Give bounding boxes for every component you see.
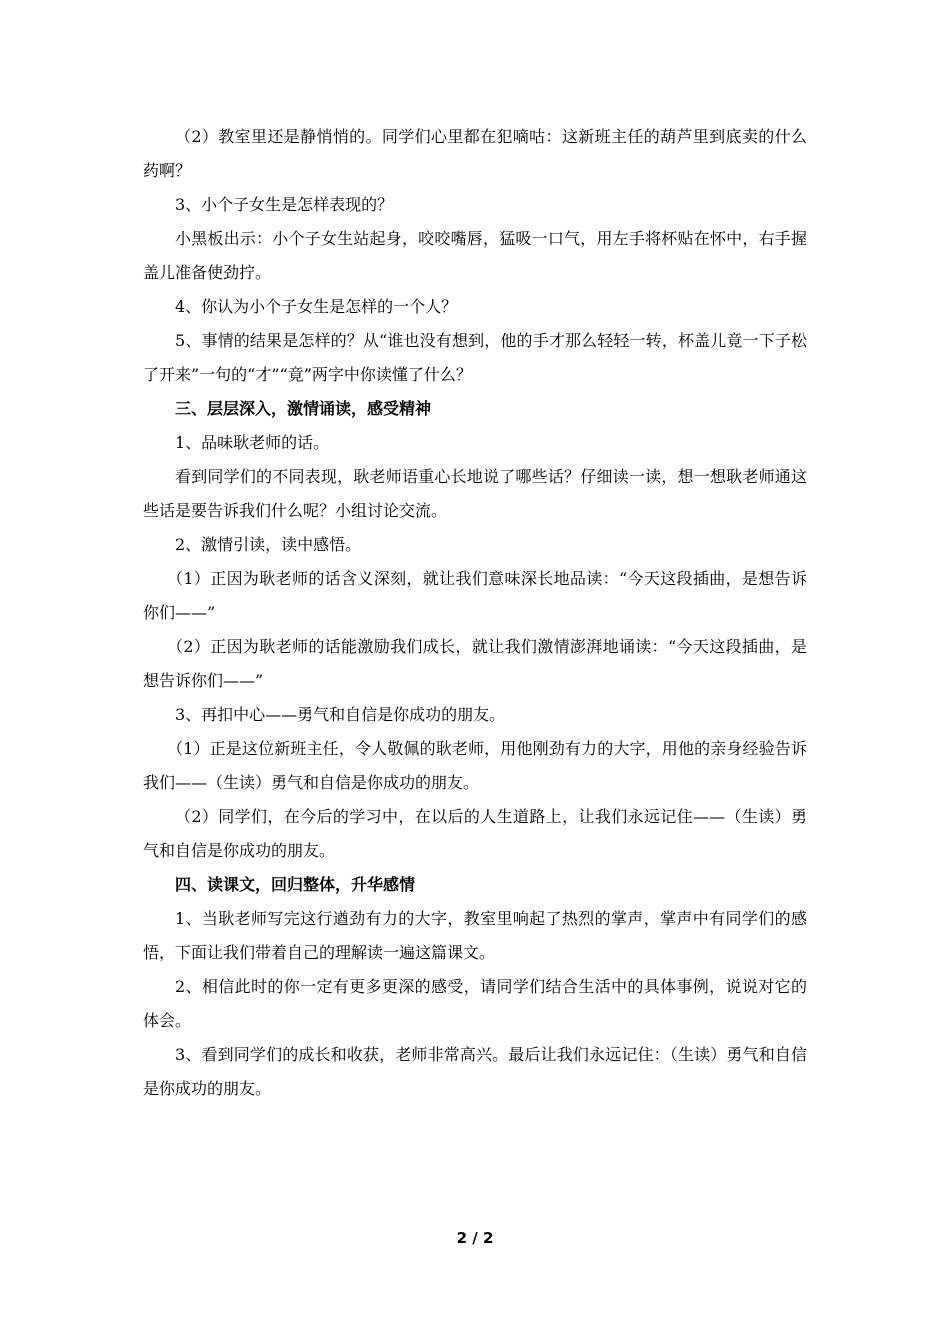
document-body <box>143 120 807 1106</box>
paragraph-8: 看到同学们的不同表现，耿老师语重心长地说了哪些话？仔细读一读，想一想耿老师通这些话是要告诉我们什么呢？小组讨论交流。 <box>143 467 807 520</box>
paragraph-4: 4、你认为小个子女生是怎样的一个人？ <box>175 297 458 316</box>
paragraph-18: 3、看到同学们的成长和收获，老师非常高兴。最后让我们永远记住：（生读）勇气和自信是你成功的朋友。 <box>143 1045 807 1098</box>
paragraph-1: （2）教室里还是静悄悄的。同学们心里都在犯嘀咕：这新班主任的葫芦里到底卖的什么药啊？ <box>143 127 807 180</box>
paragraph-10: （1）正因为耿老师的话含义深刻，就让我们意味深长地品读：“今天这段插曲，是想告诉你们——” <box>143 569 807 622</box>
paragraph-9: 2、激情引读，读中感悟。 <box>175 535 362 554</box>
section-heading-3: 三、层层深入，激情诵读，感受精神 <box>175 399 432 418</box>
paragraph-11: （2）正因为耿老师的话能激励我们成长，就让我们激情澎湃地诵读：“今天这段插曲，是想告诉你们——” <box>143 637 807 690</box>
paragraph-7: 1、品味耿老师的话。 <box>175 433 330 452</box>
paragraph-13: （1）正是这位新班主任，令人敬佩的耿老师，用他刚劲有力的大字，用他的亲身经验告诉我们——（生读）勇气和自信是你成功的朋友。 <box>143 739 807 792</box>
paragraph-16: 1、当耿老师写完这行遒劲有力的大字，教室里响起了热烈的掌声，掌声中有同学们的感悟，下面让我们带着自己的理解读一遍这篇课文。 <box>143 909 807 962</box>
paragraph-17: 2、相信此时的你一定有更多更深的感受，请同学们结合生活中的具体事例，说说对它的体会。 <box>143 977 807 1030</box>
paragraph-5: 5、事情的结果是怎样的？从“谁也没有想到，他的手才那么轻轻一转，杯盖儿竟一下子松了开来”一句的“才”“竟”两字中你读懂了什么？ <box>143 331 807 384</box>
section-heading-4: 四、读课文，回归整体，升华感情 <box>175 875 416 894</box>
paragraph-14: （2）同学们，在今后的学习中，在以后的人生道路上，让我们永远记住——（生读）勇气和自信是你成功的朋友。 <box>143 807 807 860</box>
paragraph-12: 3、再扣中心——勇气和自信是你成功的朋友。 <box>175 705 506 724</box>
paragraph-2: 3、小个子女生是怎样表现的？ <box>175 195 394 214</box>
paragraph-3: 小黑板出示：小个子女生站起身，咬咬嘴唇，猛吸一口气，用左手将杯贴在怀中，右手握盖儿准备使劲拧。 <box>143 229 807 282</box>
page-number: 2 / 2 <box>456 1229 494 1247</box>
